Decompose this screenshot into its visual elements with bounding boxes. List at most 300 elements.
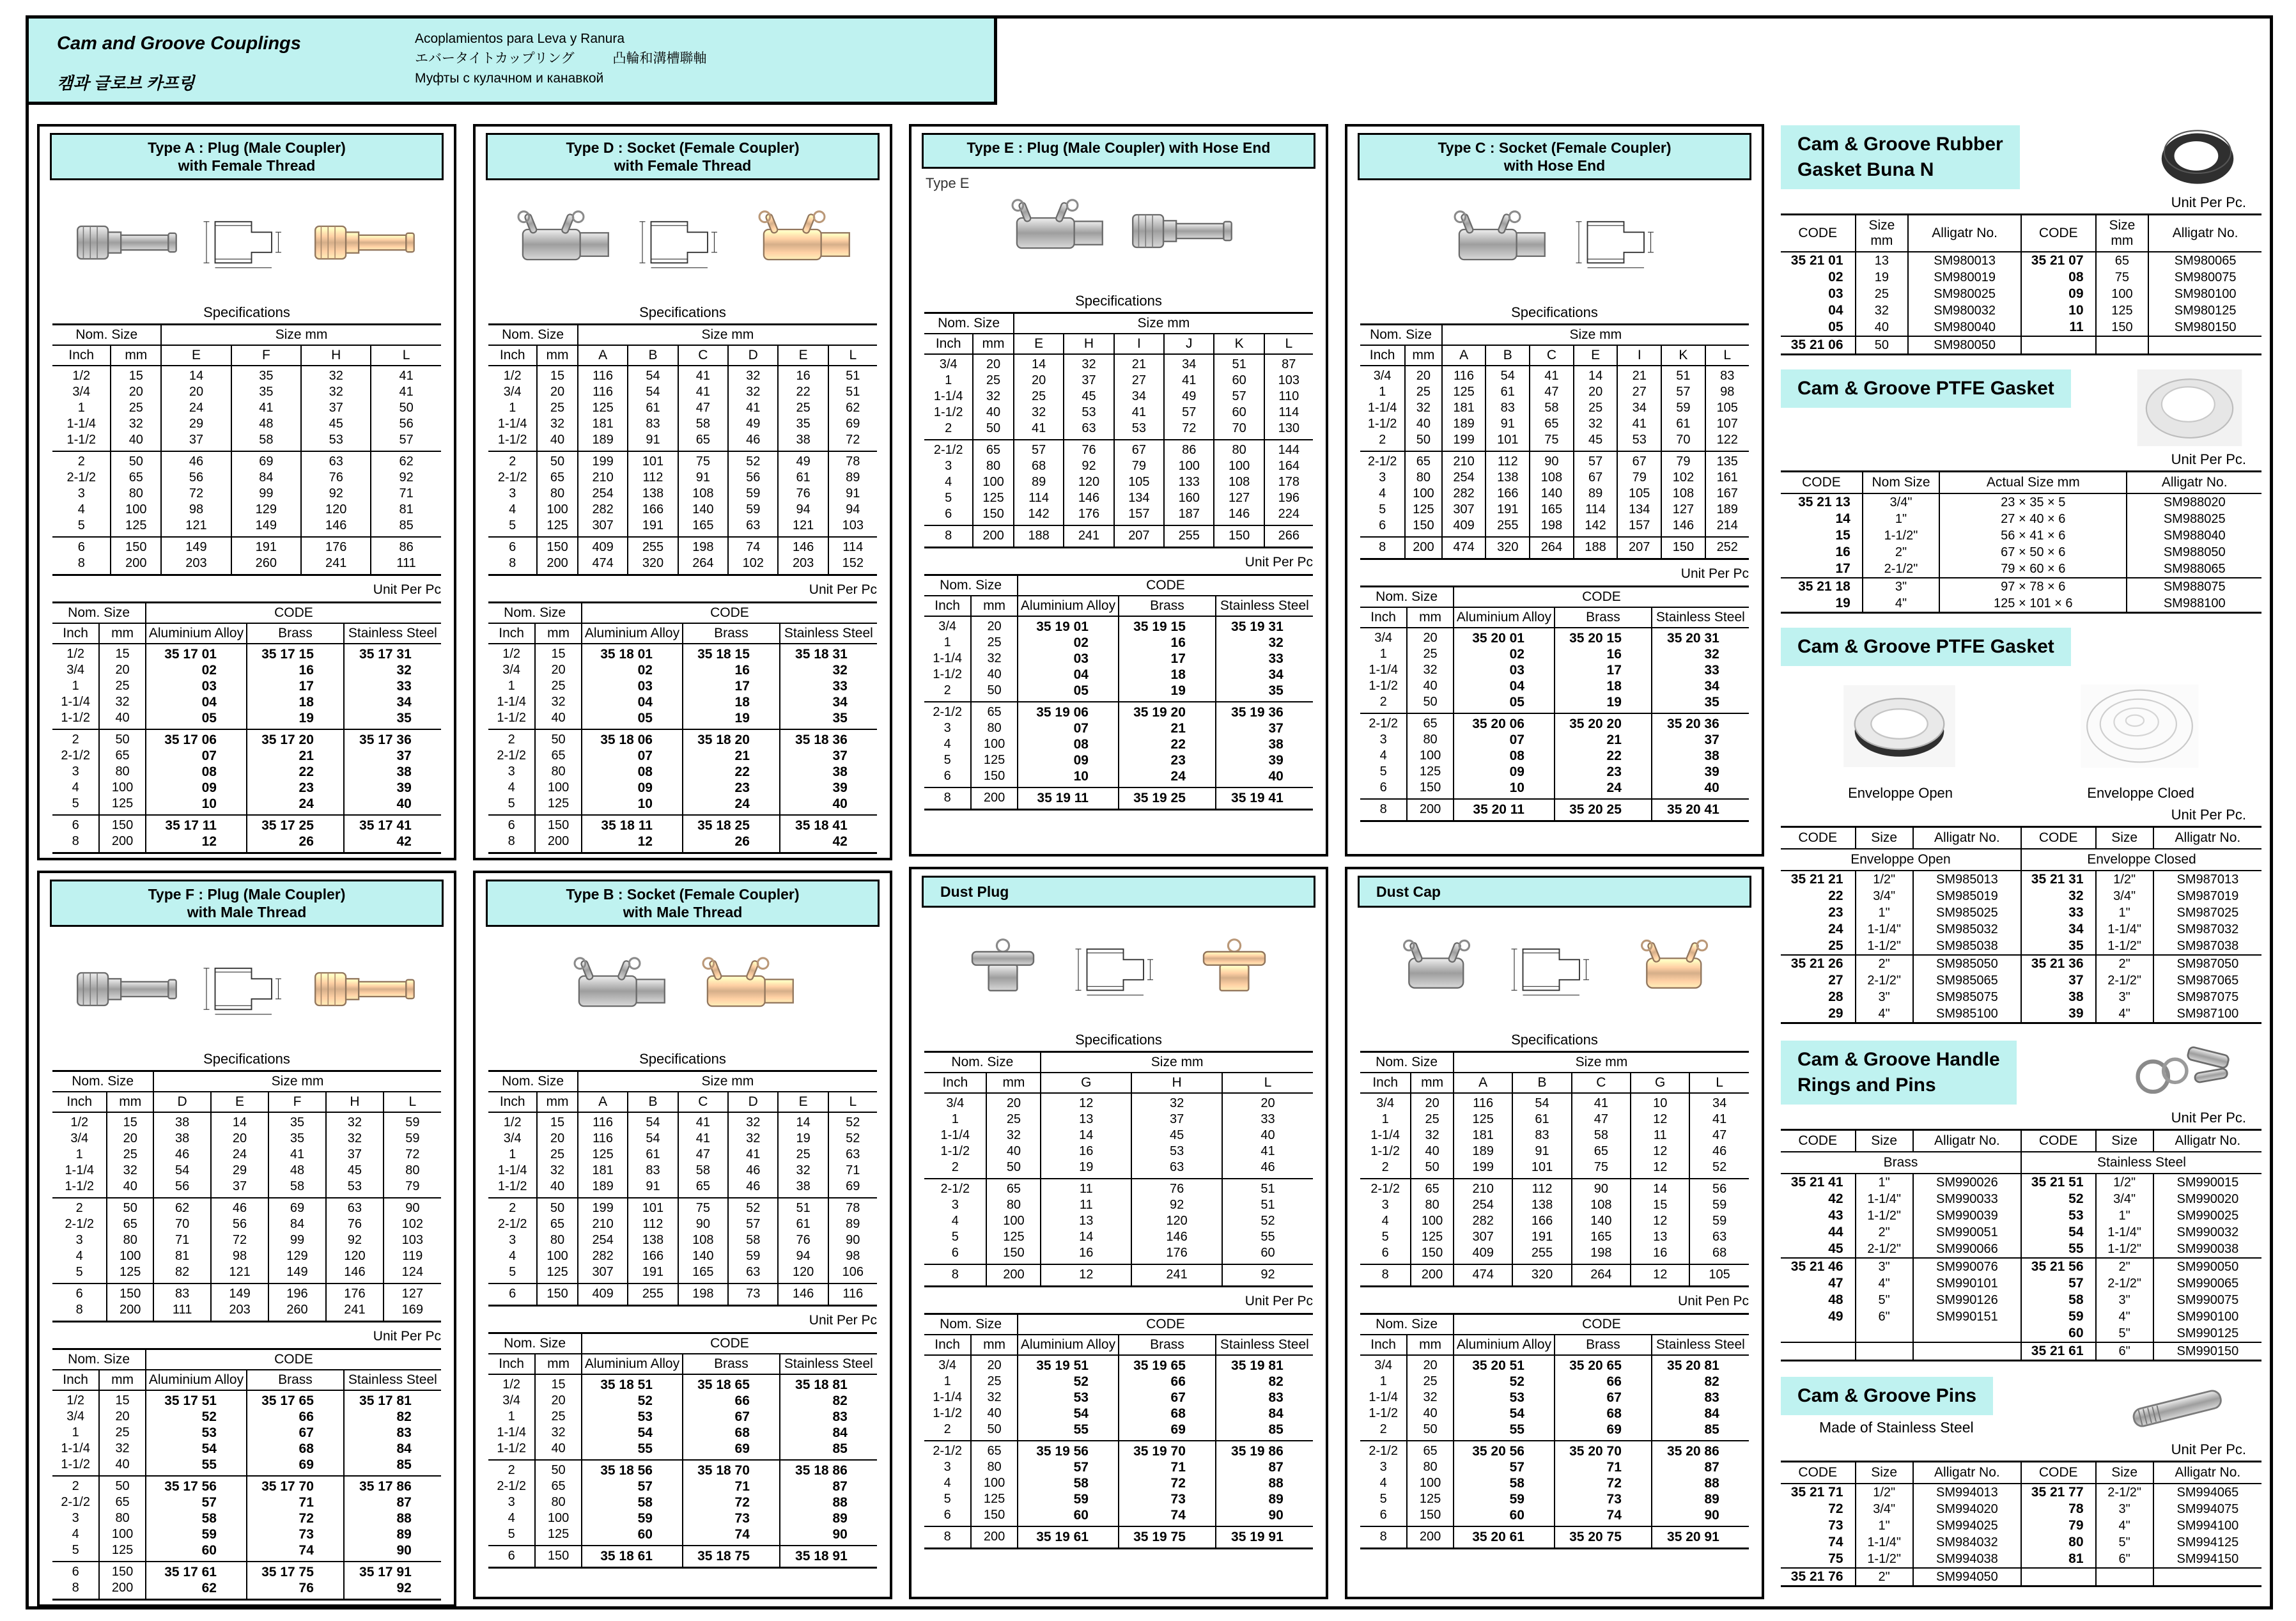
table-cell: 5 [52,796,99,815]
table-cell: 92 [301,486,371,502]
table-cell: 38 [2021,989,2096,1005]
table-cell: 04 [1454,678,1555,694]
table-cell: 82 [344,1409,441,1425]
column-header: Aluminium Alloy [1018,1335,1119,1355]
section-title: Cam & Groove Rubber Gasket Buna N [1781,125,2020,189]
table-row [924,1093,1313,1112]
table-cell: 138 [628,1232,678,1248]
table-cell: 38 [778,1179,828,1198]
table-cell: 27 [1114,373,1164,389]
column-header: CODE [1018,575,1313,596]
table-cell: SM990039 [1913,1207,2021,1224]
table-cell: 87 [1216,1459,1313,1475]
table-cell: 12 [1631,1213,1689,1229]
column-header: Nom. Size [1360,1052,1454,1073]
table-cell: 21 [1119,720,1216,736]
table-cell: 114 [1264,405,1313,421]
table-cell: 254 [578,486,628,502]
table-cell: 35 18 31 [780,644,877,662]
table-cell: 116 [578,384,628,400]
product-photo-icon [562,952,674,1026]
table-cell: 5 [1360,1229,1411,1245]
table-cell: 15 [1781,527,1863,544]
product-photo-icon [506,206,618,279]
table-cell: 134 [1617,502,1661,518]
header-row [924,575,1313,596]
table-cell: 100 [537,1248,578,1264]
table-cell: 25 [973,373,1014,389]
table-cell: 1 [1360,1374,1407,1390]
table-cell: 34 [1689,1093,1748,1112]
table-cell: 23 [1781,904,1856,921]
column-header: Stainless Steel [1652,607,1749,628]
table-cell: 34 [2021,921,2096,938]
table-cell: 35 21 77 [2021,1484,2096,1501]
table-cell: 100 [2096,286,2149,302]
table-cell: SM990032 [2153,1224,2261,1241]
table-cell: 61 [778,1216,828,1232]
table-row [924,1406,1313,1422]
envelope-closed-photo-icon [2081,685,2199,768]
table-cell: 210 [1454,1179,1512,1197]
table-cell: 35 [344,710,441,729]
table-cell: 87 [344,1494,441,1510]
code-table [924,1313,1313,1549]
table-row [52,1264,441,1284]
table-cell: 320 [628,555,678,575]
header-titles [57,25,415,102]
table-cell: 07 [146,748,247,764]
column-header: CODE [146,1349,441,1370]
table-cell: 89 [828,470,877,486]
table-cell: 35 20 11 [1454,799,1555,821]
table-cell: 1" [1856,904,1913,921]
table-cell [1856,1342,1913,1361]
column-header: Stainless Steel [780,1354,877,1374]
table-cell: 03 [1018,651,1119,667]
table-row [1781,319,2261,336]
table-cell: 63 [728,518,778,537]
table-cell: 37 [2021,972,2096,989]
table-row [52,1284,441,1302]
table-cell: 138 [1485,470,1530,486]
table-cell: 35 20 51 [1454,1355,1555,1374]
table-row [1360,1406,1749,1422]
table-cell: 90 [828,1232,877,1248]
table-cell: 8 [1360,537,1405,559]
table-cell: 54 [628,1112,678,1131]
table-row [924,702,1313,720]
table-cell: 200 [971,1526,1018,1549]
table-cell: 11 [1041,1197,1131,1213]
table-cell: 1-1/2 [52,432,111,451]
table-cell: 74 [1781,1534,1856,1551]
table-cell: 150 [1407,1507,1454,1526]
table-cell [1913,1342,2021,1361]
table-cell: 02 [146,662,247,678]
table-cell: 1-1/2 [52,1179,107,1198]
table-row [52,486,441,502]
table-cell: 165 [678,1264,728,1284]
table-cell: 52 [728,1198,778,1216]
table-cell: 1 [924,635,971,651]
table-cell: 50 [973,421,1014,440]
table-cell: 20 [99,662,146,678]
column-header: Inch [488,345,537,366]
table-cell: 52 [1018,1374,1119,1390]
table-row [1360,518,1749,537]
spec-table [52,1070,441,1322]
table-cell: SM990038 [2153,1241,2261,1258]
table-cell: SM985025 [1913,904,2021,921]
spec-table [488,323,877,576]
table-cell: 150 [537,537,578,555]
table-cell: 05 [146,710,247,729]
table-cell: 35 21 13 [1781,493,1863,511]
table-cell: 82 [1652,1374,1749,1390]
table-cell [1913,1325,2021,1342]
table-cell: 57 [1214,389,1264,405]
table-row [488,815,877,834]
table-cell: 61 [1661,416,1705,432]
column-header: Aluminium Alloy [582,1354,683,1374]
table-cell: 83 [1485,400,1530,416]
table-cell: 35 20 20 [1555,713,1652,732]
table-row [924,1390,1313,1406]
table-cell: 409 [1454,1245,1512,1264]
table-cell: 1-1/4 [924,651,971,667]
column-header: Inch [488,1354,535,1374]
table-cell: 25 [1014,389,1064,405]
table-cell: 35 21 76 [1781,1568,1856,1586]
table-cell: 17 [247,678,344,694]
column-header: G [1631,1073,1689,1093]
ptfe-gasket-table [1781,470,2261,614]
table-cell: 90 [1216,1507,1313,1526]
table-cell: 1-1/4" [2096,1224,2153,1241]
column-header: Inch [52,345,111,366]
table-cell: 66 [1119,1374,1216,1390]
table-cell: 100 [971,1475,1018,1491]
table-cell: SM994065 [2153,1484,2261,1501]
header-row [924,1314,1313,1335]
table-row [1360,1475,1749,1491]
spec-table [924,312,1313,548]
table-cell: 52 [2021,1191,2096,1207]
table-cell: 98 [828,1248,877,1264]
table-cell: 166 [628,502,678,518]
table-cell: 2" [1856,1224,1913,1241]
table-row [1360,1093,1749,1112]
table-cell: SM990100 [2153,1308,2261,1325]
table-cell: 255 [1164,525,1214,548]
table-row [1360,678,1749,694]
table-cell: 40 [971,667,1018,683]
table-cell: 3 [1360,470,1405,486]
table-cell: 10 [1631,1093,1689,1112]
table-cell: 74 [1119,1507,1216,1526]
table-cell: 12 [1631,1144,1689,1160]
table-cell: SM990101 [1913,1275,2021,1292]
table-cell: 254 [1454,1197,1512,1213]
table-cell: 41 [678,1131,728,1147]
table-cell: 125 [537,518,578,537]
table-cell: 1-1/2" [1856,1207,1913,1224]
table-cell: 80 [535,1494,582,1510]
table-cell: 39 [1216,752,1313,768]
table-cell: 48 [1781,1292,1856,1308]
table-cell: 134 [1114,490,1164,506]
column-header: Brass [1119,596,1216,616]
table-cell: SM987038 [2153,938,2261,955]
table-cell: 35 18 65 [683,1374,780,1393]
table-row [924,1245,1313,1264]
table-cell: 25 [1405,384,1442,400]
table-cell: 121 [161,518,231,537]
table-cell: 191 [628,1264,678,1284]
table-cell: 108 [1214,474,1264,490]
header-row [1360,1052,1749,1073]
table-cell: 1" [1856,1174,1913,1191]
table-cell: 41 [1617,416,1661,432]
table-cell: 32 [780,662,877,678]
table-cell: SM990075 [2153,1292,2261,1308]
panel-title: Type E : Plug (Male Coupler) with Hose End [922,133,1315,169]
table-cell: SM988065 [2127,561,2261,578]
unit-label: Unit Per Pc. [2171,194,2246,210]
table-row [924,525,1313,548]
table-cell: 3 [52,1510,99,1526]
table-row [1781,989,2261,1005]
table-cell: 70 [1214,421,1264,440]
column-header: Inch [1360,345,1405,366]
column-header: H [1131,1073,1222,1093]
table-cell: 56 × 41 × 6 [1939,527,2127,544]
table-row [1360,628,1749,646]
table-cell: 20 [1407,1355,1454,1374]
table-row [1360,366,1749,384]
table-cell: 80 [384,1163,441,1179]
table-cell: 65 [973,440,1014,458]
column-header: Inch [488,623,535,644]
table-cell: 25 [778,400,828,416]
table-cell: 35 19 41 [1216,787,1313,810]
table-cell: 120 [326,1248,384,1264]
table-row [1781,544,2261,561]
table-cell: 76 [1131,1179,1222,1197]
header-row [924,334,1313,354]
table-cell: 241 [1064,525,1113,548]
table-cell: 38 [778,432,828,451]
table-cell: 6 [488,1546,535,1568]
table-cell: 16 [247,662,344,678]
pins-table [1781,1461,2261,1587]
table-row [1781,269,2261,286]
table-cell: 51 [1222,1179,1313,1197]
column-header: Size [1856,1130,1913,1152]
table-cell: 3" [2096,1292,2153,1308]
table-row [488,1494,877,1510]
table-cell: 125 [107,1264,153,1284]
table-row [1360,470,1749,486]
table-cell: 09 [1018,752,1119,768]
table-cell: 1" [1863,511,1939,527]
table-cell: 92 [344,1580,441,1600]
column-header: E [1014,334,1064,354]
column-header: I [1617,345,1661,366]
table-cell: 1-1/4 [1360,1128,1411,1144]
table-cell: 25 [1856,286,1909,302]
table-cell: 38 [1652,748,1749,764]
table-row [52,1580,441,1600]
table-cell: 83 [628,1163,678,1179]
table-cell [2096,336,2149,355]
column-header: Size mm [1442,325,1749,346]
table-cell: 35 19 51 [1018,1355,1119,1374]
table-cell: 56 [153,1179,211,1198]
table-cell: 42 [344,834,441,853]
table-row [488,1232,877,1248]
table-cell: 54 [628,366,678,384]
table-cell: 125 [971,1491,1018,1507]
table-cell: 73 [247,1526,344,1542]
table-cell: 146 [1214,506,1264,525]
table-cell: 54 [628,384,678,400]
table-cell: 127 [1661,502,1705,518]
table-cell: 12 [146,834,247,853]
table-cell: 35 [231,384,301,400]
table-cell: 150 [1661,537,1705,559]
table-cell: 35 17 20 [247,729,344,748]
table-cell: 125 [2096,302,2149,319]
table-cell: 92 [371,470,440,486]
table-cell: 241 [301,555,371,575]
table-cell: 62 [828,400,877,416]
table-row [52,1232,441,1248]
table-cell: 85 [1652,1422,1749,1441]
table-cell: 5" [1856,1292,1913,1308]
table-cell: 09 [582,780,683,796]
column-header: Nom. Size [52,1349,146,1370]
table-cell: 19 [1781,595,1863,613]
table-cell: 3 [924,1459,971,1475]
table-cell: 2-1/2 [488,748,535,764]
spec-table [1360,1051,1749,1287]
column-header: Stainless Steel [2021,1152,2261,1174]
table-cell: 15 [99,1390,146,1409]
table-cell: 90 [1572,1179,1631,1197]
table-cell: 20 [535,1393,582,1409]
table-cell: 60 [582,1526,683,1546]
table-cell: SM990025 [2153,1207,2261,1224]
table-cell: 3/4 [488,1393,535,1409]
table-cell: 111 [153,1302,211,1322]
table-cell: 122 [1705,432,1749,451]
table-cell: 161 [1705,470,1749,486]
column-header: Stainless Steel [1652,1335,1749,1355]
table-cell: 199 [1442,432,1486,451]
table-cell: 3 [924,1197,986,1213]
table-cell: SM990125 [2153,1325,2261,1342]
table-cell: 78 [828,1198,877,1216]
table-cell: 5 [52,518,111,537]
table-cell: 409 [578,537,628,555]
table-cell: 35 19 61 [1018,1526,1119,1549]
column-header: L [828,1092,877,1112]
table-cell: 79 [1661,451,1705,470]
table-cell: 108 [1530,470,1574,486]
table-cell: 32 [301,384,371,400]
table-cell: 52 [728,451,778,470]
table-cell: 101 [628,451,678,470]
table-cell: 3 [1360,1197,1411,1213]
table-cell: 89 [780,1510,877,1526]
table-cell: 88 [1652,1475,1749,1491]
table-cell: 100 [1407,1475,1454,1491]
table-cell: 14 [161,366,231,384]
table-cell: 3/4 [1360,1093,1411,1112]
table-cell: 50 [1407,694,1454,713]
header-row [52,623,441,644]
table-cell: 34 [780,694,877,710]
column-header: mm [99,1370,146,1390]
table-cell: 24 [247,796,344,815]
table-cell: 35 21 26 [1781,955,1856,972]
envelope-images [1781,669,2261,784]
table-cell: 41 [1689,1112,1748,1128]
table-cell: 1/2 [52,1390,99,1409]
table-cell: 11 [1631,1128,1689,1144]
table-cell: 121 [211,1264,268,1284]
column-header: Inch [52,1092,107,1112]
table-cell: 3 [1360,732,1407,748]
table-cell: 55 [1222,1229,1313,1245]
table-row [488,678,877,694]
table-cell: 19 [683,710,780,729]
table-row [1360,451,1749,470]
table-cell: 32 [1652,646,1749,662]
table-cell: 32 [537,1163,578,1179]
table-cell: 5 [488,796,535,815]
unit-label: Unit Per Pc [1245,555,1313,570]
envelope-captions [1781,785,2261,802]
table-cell: 1-1/4 [924,389,973,405]
table-cell: 100 [99,1526,146,1542]
table-cell: SM984032 [1913,1534,2021,1551]
table-cell: 67 [1114,440,1164,458]
table-cell: 32 [728,1131,778,1147]
table-cell: 59 [2021,1308,2096,1325]
product-photo-icon [952,936,1054,1003]
table-cell: 15 [99,644,146,662]
table-cell: 176 [326,1284,384,1302]
table-cell: 3/4 [924,1093,986,1112]
table-row [1360,732,1749,748]
column-header: Nom Size [1863,472,1939,494]
column-header: H [301,345,371,366]
table-cell: 112 [628,1216,678,1232]
table-cell: 20 [107,1131,153,1147]
table-cell: 150 [986,1245,1041,1264]
table-cell: 8 [52,1580,99,1600]
table-cell: 5" [2096,1534,2153,1551]
table-cell: 59 [1689,1197,1748,1213]
column-header: Aluminium Alloy [1454,607,1555,628]
column-header: K [1214,334,1264,354]
table-cell: 60 [1018,1507,1119,1526]
column-3 [909,124,1328,1599]
table-cell: 52 [1689,1160,1748,1179]
